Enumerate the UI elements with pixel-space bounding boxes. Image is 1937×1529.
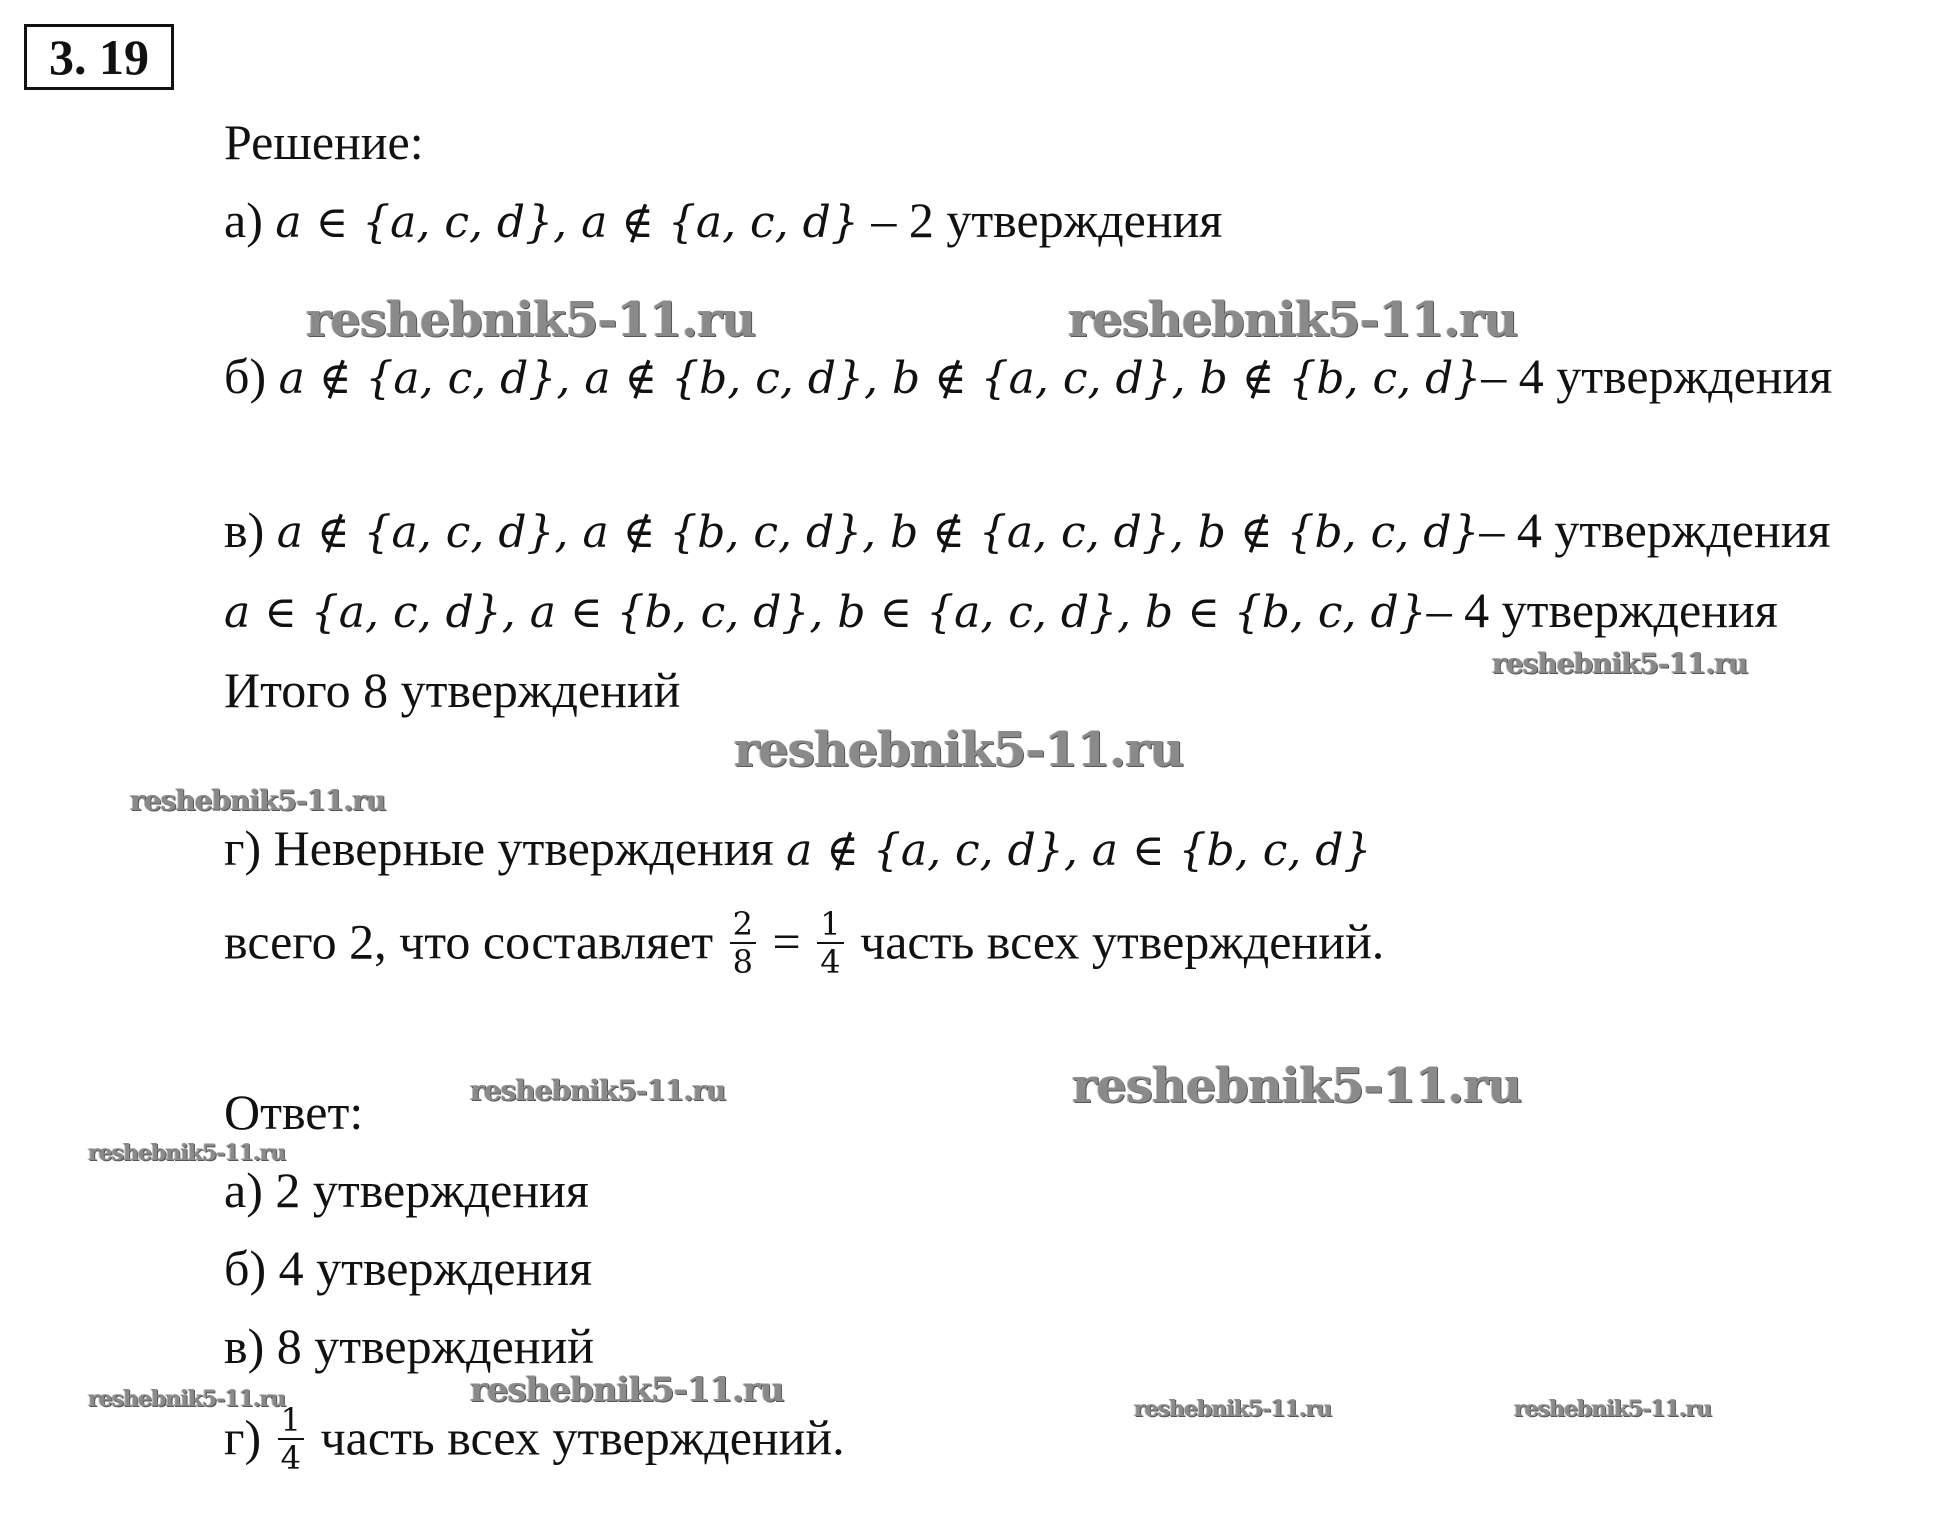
watermark: reshebnik5-11.ru — [306, 292, 756, 348]
line-g1 — [224, 818, 1371, 881]
line-b-tail: – 4 утверждения — [1481, 348, 1833, 404]
fraction-2-8 — [730, 906, 756, 980]
line-b — [224, 346, 1832, 409]
line-g2 — [224, 905, 1385, 984]
fraction-denominator: 4 — [280, 1439, 302, 1477]
watermark: reshebnik5-11.ru — [1514, 1396, 1712, 1422]
watermark: reshebnik5-11.ru — [734, 722, 1184, 778]
watermark: reshebnik5-11.ru — [1072, 1058, 1522, 1114]
line-v2-tail: – 4 утверждения — [1426, 582, 1778, 638]
fraction-denominator: 8 — [732, 943, 753, 981]
line-g1-expr: a ∉ {a, c, d}, a ∈ {b, c, d} — [786, 825, 1372, 876]
line-a — [224, 190, 1222, 253]
line-g1-label: г) Неверные утверждения — [224, 820, 774, 876]
watermark: reshebnik5-11.ru — [1134, 1396, 1332, 1422]
fraction-numerator: 1 — [817, 906, 843, 944]
equals-sign: = — [772, 913, 801, 970]
fraction-numerator: 1 — [278, 1402, 304, 1440]
watermark: reshebnik5-11.ru — [470, 1074, 726, 1107]
watermark: reshebnik5-11.ru — [1492, 647, 1748, 680]
answer-g-label: г) — [224, 1409, 262, 1466]
problem-number: 3. 19 — [24, 24, 174, 90]
line-v1-expr: a ∉ {a, c, d}, a ∉ {b, c, d}, b ∉ {a, c, d}, b ∉ {b, c, d} — [276, 507, 1480, 558]
watermark: reshebnik5-11.ru — [88, 1386, 286, 1412]
total-line: Итого 8 утверждений — [224, 662, 681, 718]
watermark: reshebnik5-11.ru — [88, 1140, 286, 1166]
line-g2-suffix: часть всех утверждений. — [860, 913, 1385, 970]
line-v2-expr: a ∈ {a, c, d}, a ∈ {b, c, d}, b ∈ {a, c, d}, b ∈ {b, c, d} — [224, 587, 1427, 638]
line-a-label: а) — [224, 192, 263, 248]
line-b-label: б) — [224, 348, 267, 404]
fraction-numerator: 2 — [730, 906, 756, 944]
fraction-1-4-answer — [278, 1402, 304, 1476]
line-v2 — [224, 580, 1778, 643]
answer-g — [224, 1401, 845, 1480]
line-v1-tail: – 4 утверждения — [1479, 502, 1831, 558]
line-g2-prefix: всего 2, что составляет — [224, 913, 714, 970]
line-a-expr: a ∈ {a, c, d}, a ∉ {a, c, d} — [275, 197, 859, 248]
line-b-expr: a ∉ {a, c, d}, a ∉ {b, c, d}, b ∉ {a, c, d}, b ∉ {b, c, d} — [278, 353, 1482, 404]
answer-b: б) 4 утверждения — [224, 1240, 593, 1296]
watermark: reshebnik5-11.ru — [1068, 292, 1518, 348]
fraction-1-4 — [817, 906, 843, 980]
answer-heading: Ответ: — [224, 1084, 364, 1140]
solution-heading: Решение: — [224, 114, 424, 170]
fraction-denominator: 4 — [820, 943, 841, 981]
watermark: reshebnik5-11.ru — [470, 1370, 784, 1410]
line-v1 — [224, 500, 1830, 563]
answer-g-suffix: часть всех утверждений. — [320, 1409, 845, 1466]
answer-v: в) 8 утверждений — [224, 1318, 595, 1374]
line-v1-label: в) — [224, 502, 265, 558]
answer-a: а) 2 утверждения — [224, 1162, 589, 1218]
watermark: reshebnik5-11.ru — [130, 784, 386, 817]
line-a-tail: – 2 утверждения — [858, 192, 1223, 248]
